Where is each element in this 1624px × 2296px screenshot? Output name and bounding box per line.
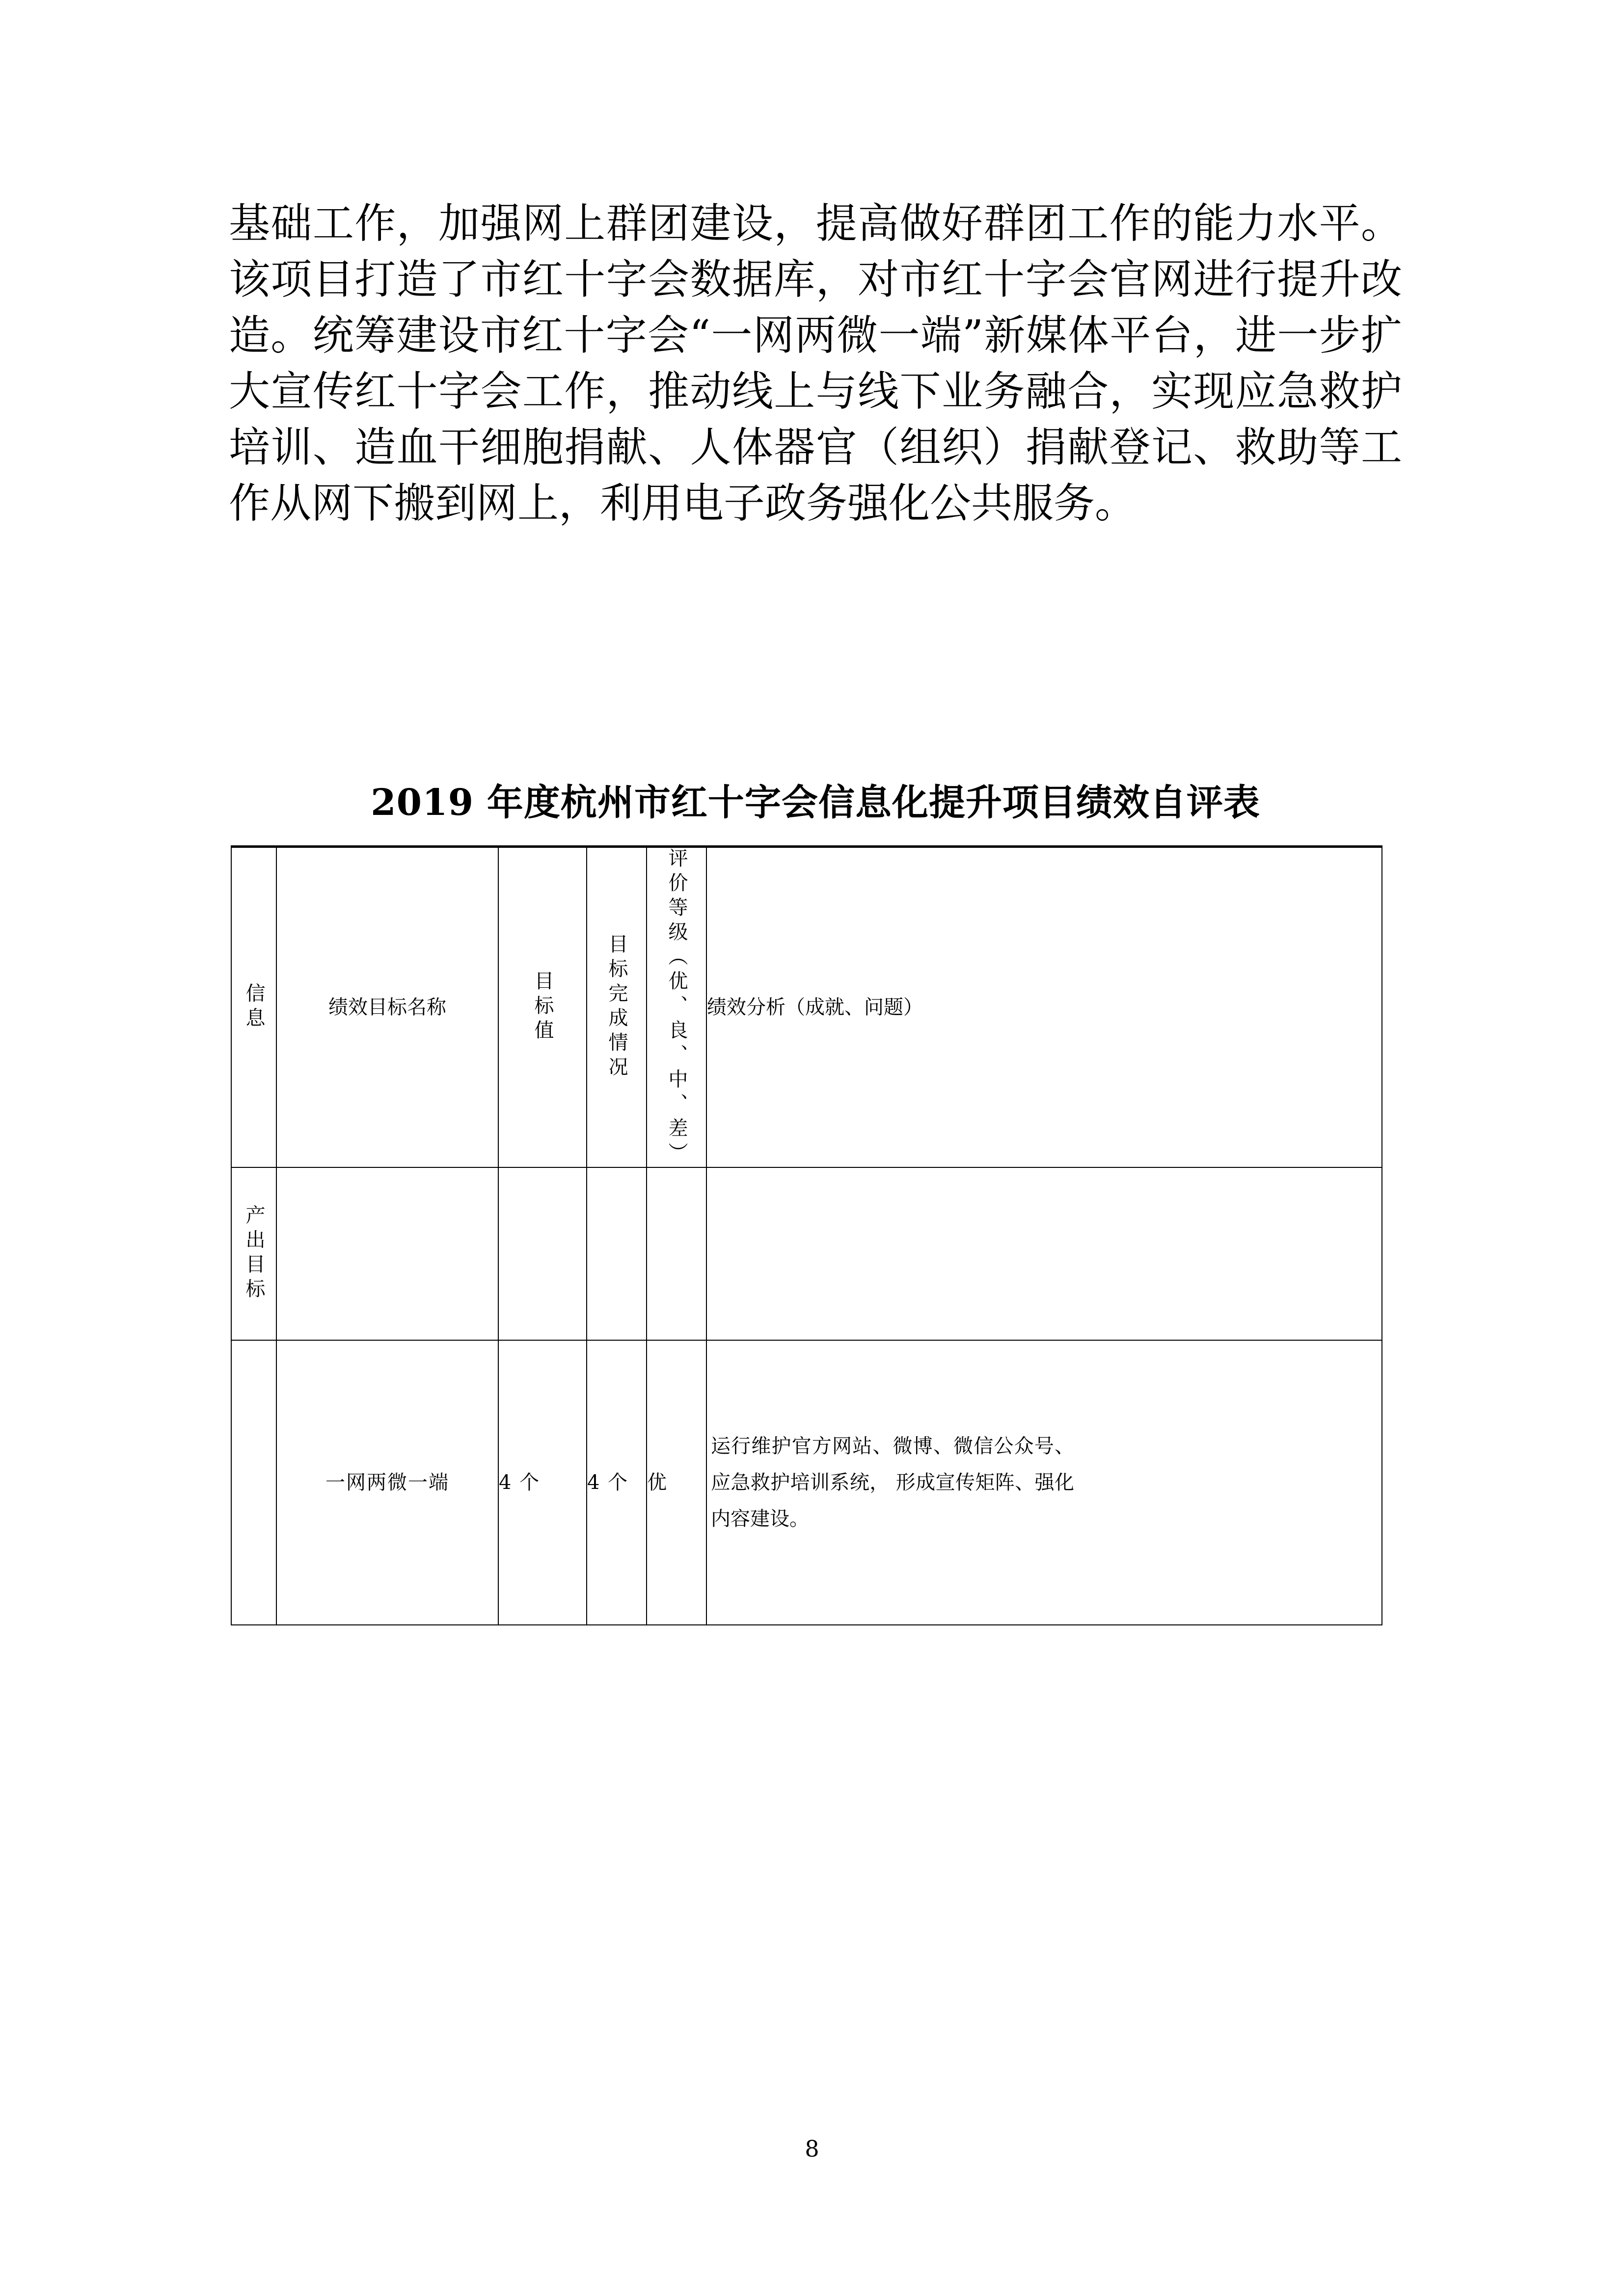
page-number: 8 [805,2135,819,2162]
header-info-label: 信息 [243,983,265,1032]
row-category-output-goal [231,1167,276,1340]
header-cell-target-value [498,847,587,1168]
body-text-block [229,195,1402,531]
header-completion-label: 目标完成情况 [605,934,628,1081]
cell-goal-name [276,1167,498,1340]
cell-target-value [498,1167,587,1340]
header-target-value-label: 目标值 [531,971,554,1044]
cell-grade [647,1167,706,1340]
row-category-empty [231,1340,276,1625]
header-cell-goal-name [276,847,498,1168]
table-row [231,1167,1382,1340]
performance-self-assessment-table [231,845,1382,1625]
header-cell-analysis [706,847,1382,1168]
table-header-row [231,847,1382,1168]
header-grade-label: 评价等级（优、良、中、差） [665,848,688,1167]
table-title: 2019 年度杭州市红十字会信息化提升项目绩效自评表 [371,782,1260,824]
cell-analysis [706,1167,1382,1340]
header-cell-grade [647,847,706,1168]
cell-target-value: 4 个 [498,1340,587,1625]
header-cell-info [231,847,276,1168]
body-paragraph: 基础工作，加强网上群团建设，提高做好群团工作的能力水平。该项目打造了市红十字会数据库，对市红十字会官网进行提升改造。统筹建设市红十字会“一网两微一端”新媒体平台，进一步扩大宣传红十字会工作，推动线上与线下业务融合，实现应急救护 培训、造血干细胞捐献、人体器官（组织）捐献登记、救助等工 作从网下搬到网上，利用电子政务强化公共服务。 [229,199,1402,527]
table-row [231,1340,1382,1625]
header-cell-completion [587,847,647,1168]
cell-analysis [706,1340,1382,1625]
cell-completion [587,1167,647,1340]
cell-completion: 4 个 [587,1340,647,1625]
cell-goal-name: 一网两微一端 [276,1340,498,1625]
header-analysis-label: 绩效分析（成就、问题） [707,996,923,1019]
header-goal-name-label: 绩效目标名称 [328,996,446,1019]
cell-grade: 优 [647,1340,706,1625]
row-category-label: 产出目标 [243,1205,265,1303]
analysis-paragraph: 运行维护官方网站、微博、微信公众号、应急救护培训系统， 形成宣传矩阵、强化内容建设。 [711,1435,1074,1530]
